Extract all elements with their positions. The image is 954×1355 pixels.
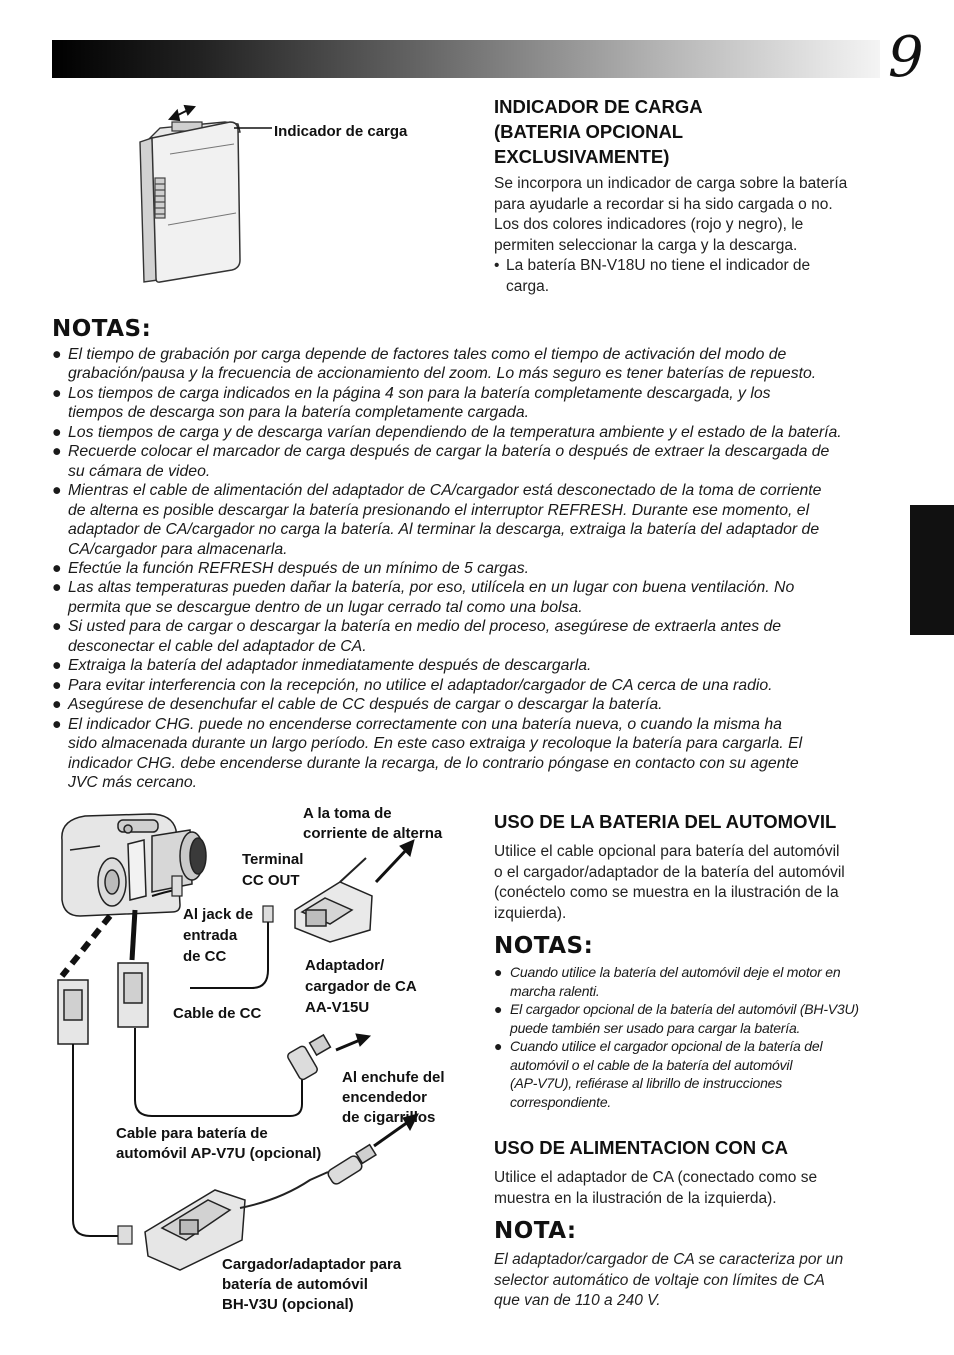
label-encendedor-1: Al enchufe del	[342, 1069, 445, 1086]
note-item: ● Cuando utilice la batería del automóvil deje el motor en marcha ralenti.	[494, 964, 841, 999]
car-battery-body: Utilice el cable opcional para batería del automóvil o el cargador/adaptador de la batería del automóvil (conéctelo como se muestra en la ilustración de la izquierda).	[494, 843, 845, 922]
label-terminal-2: CC OUT	[242, 872, 300, 889]
label-cargador-1: Cargador/adaptador para	[222, 1256, 402, 1273]
label-encendedor-2: encendedor	[342, 1089, 428, 1106]
camcorder-icon	[62, 814, 206, 916]
label-adaptador-1: Adaptador/	[305, 957, 385, 974]
battery-illustration	[130, 100, 430, 295]
page-number: 9	[888, 25, 924, 90]
label-cable-auto-2: automóvil AP-V7U (opcional)	[116, 1145, 322, 1162]
nota-body: El adaptador/cargador de CA se caracteriza por un selector automático de voltaje con límites de CA que van de 110 a 240 V.	[494, 1251, 844, 1309]
charge-indicator-heading: INDICADOR DE CARGA (BATERIA OPCIONAL EXCLUSIVAMENTE)	[494, 96, 703, 167]
note-item: ● Las altas temperaturas pueden dañar la batería, por eso, utilícela en un lugar con buena ventilación. No permita que se descargue dentro de un lugar cerrado tal como una bolsa.	[52, 579, 795, 616]
label-toma-ca-1: A la toma de	[303, 805, 392, 822]
note-item: ● Los tiempos de carga y de descarga varían dependiendo de la temperatura ambiente y el estado de la batería.	[52, 423, 842, 441]
section-tab	[910, 505, 954, 635]
label-cable-auto-1: Cable para batería de	[116, 1125, 268, 1142]
car-notas-list	[494, 963, 914, 1111]
connection-diagram	[40, 800, 480, 1320]
ac-adapter-icon	[295, 858, 372, 942]
label-jack-3: de CC	[183, 948, 227, 965]
label-terminal-1: Terminal	[242, 851, 304, 868]
charge-indicator-bullet: • La batería BN-V18U no tiene el indicador de carga.	[494, 257, 811, 295]
note-item: ● Efectúe la función REFRESH después de un mínimo de 5 cargas.	[52, 559, 529, 577]
ac-power-body: Utilice el adaptador de CA (conectado como se muestra en la ilustración de la izquierda).	[494, 1169, 818, 1207]
label-adaptador-2: cargador de CA	[305, 978, 417, 995]
label-toma-ca-2: corriente de alterna	[303, 825, 443, 842]
header-bar	[52, 40, 880, 78]
cigarette-plug-icon	[286, 1035, 330, 1081]
notas-list	[52, 345, 912, 792]
note-item: ● Asegúrese de desenchufar el cable de CC después de cargar o descargar la batería.	[52, 696, 663, 714]
car-notas-title: NOTAS:	[494, 933, 594, 959]
charge-indicator-body: Se incorpora un indicador de carga sobre la batería para ayudarle a recordar si ha sido cargada o no. Los dos colores indicadores (rojo y negro), le permiten seleccionar la carga y la descarga. • La batería BN-V18U no tiene el indicador de carga.	[494, 174, 914, 297]
label-jack-2: entrada	[183, 927, 238, 944]
note-item: ● El cargador opcional de la batería del automóvil (BH-V3U) puede también ser usado para cargar la batería.	[494, 1001, 859, 1036]
note-item: ● Mientras el cable de alimentación del adaptador de CA/cargador está desconectado de la toma de corriente de alterna es posible descargar la batería presionando el interruptor REFRESH. Durante ese momento, el adaptador de CA/cargador no carga la batería. Al terminar la descarga, extraiga la batería del adaptador de CA/cargador para almacenarla.	[52, 482, 822, 558]
battery-label: Indicador de carga	[274, 123, 408, 140]
ac-power-heading: USO DE ALIMENTACION CON CA	[494, 1137, 788, 1158]
note-item: ● Recuerde colocar el marcador de carga después de cargar la batería o después de extraer la descargada de su cámara de video.	[52, 443, 830, 480]
label-cable-cc: Cable de CC	[173, 1005, 262, 1022]
note-item: ● Para evitar interferencia con la recepción, no utilice el adaptador/cargador de CA cerca de una radio.	[52, 676, 773, 694]
note-item: ● Los tiempos de carga indicados en la página 4 son para la batería completamente descargada, y los tiempos de descarga son para la batería completamente cargada.	[52, 384, 771, 422]
label-cargador-3: BH-V3U (opcional)	[222, 1296, 354, 1313]
double-arrow-icon	[170, 106, 194, 120]
arrow-icon	[376, 840, 414, 882]
label-cargador-2: batería de automóvil	[222, 1276, 368, 1293]
label-encendedor-3: de cigarrillos	[342, 1109, 436, 1126]
label-jack-1: Al jack de	[183, 906, 254, 923]
note-item: ● El tiempo de grabación por carga depende de factores tales como el tiempo de activación del modo de grabación/pausa y la frecuencia de accionamiento del zoom. Lo más seguro es tener baterías de repuesto.	[52, 346, 817, 383]
label-adaptador-3: AA-V15U	[305, 999, 370, 1016]
note-item: ● El indicador CHG. puede no encenderse correctamente con una batería nueva, o cuando la misma ha sido almacenada durante un largo período. En este caso extraiga y recoloque la batería para cargarla. El indicador CHG. debe encenderse durante la recarga, de lo contrario póngase en contacto con su agente JVC más cercano.	[52, 715, 803, 791]
note-item: ● Si usted para de cargar o descargar la batería en medio del proceso, asegúrese de extraerla antes de desconectar el cable del adaptador de CA.	[52, 618, 782, 655]
note-item: ● Extraiga la batería del adaptador inmediatamente después de descargarla.	[52, 657, 592, 675]
car-battery-heading: USO DE LA BATERIA DEL AUTOMOVIL	[494, 811, 837, 832]
notas-title: NOTAS:	[52, 316, 152, 342]
note-item: ● Cuando utilice el cargador opcional de la batería del automóvil o el cable de la batería del automóvil (AP-V7U), refiérase al librillo de instrucciones correspondiente.	[494, 1038, 823, 1110]
nota-title: NOTA:	[494, 1218, 577, 1244]
